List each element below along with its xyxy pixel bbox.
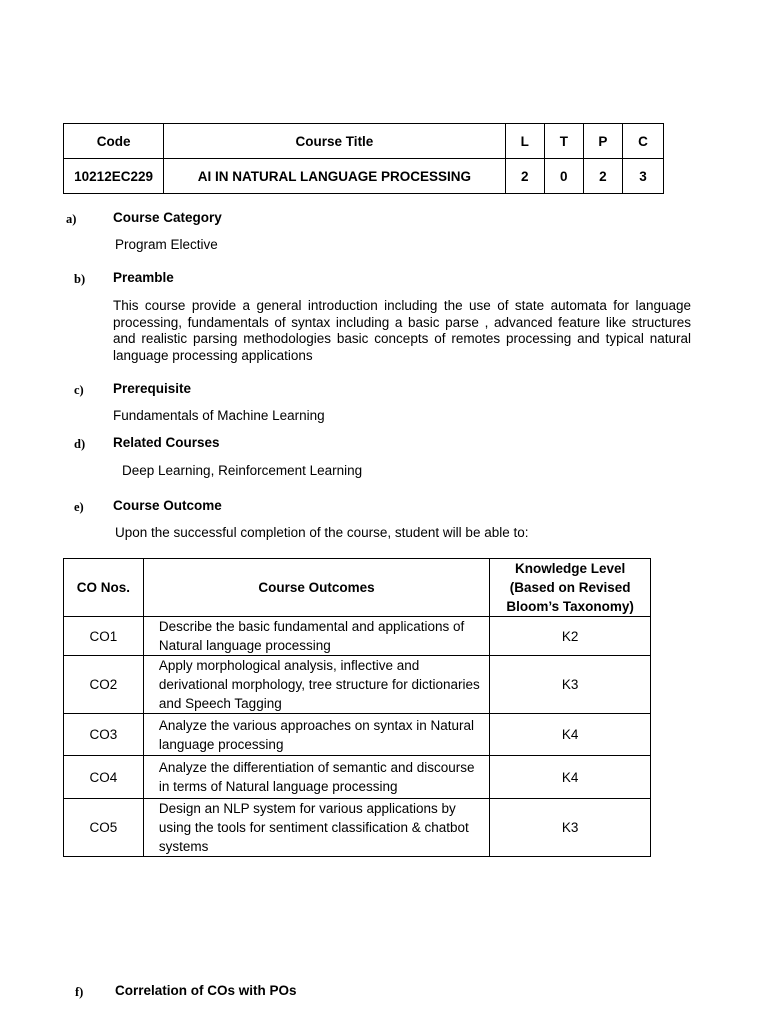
t-header: T [544,124,583,159]
section-f-heading: Correlation of COs with POs [115,983,297,998]
practical-hours: 2 [583,159,622,194]
l-header: L [505,124,544,159]
co-number: CO2 [64,656,144,714]
co-number: CO4 [64,756,144,799]
section-a-letter: a) [66,212,77,226]
section-e-letter: e) [74,500,84,514]
tutorial-hours: 0 [544,159,583,194]
table-row [64,656,651,714]
knowledge-level-line2: (Based on Revised [509,580,631,595]
c-header: C [622,124,663,159]
co-outcome: Design an NLP system for various applications by using the tools for sentiment classification & chatbot systems [143,799,489,857]
course-code: 10212EC229 [64,159,164,194]
section-c-letter: c) [74,383,84,397]
co-outcome: Describe the basic fundamental and applications of Natural language processing [143,617,489,656]
section-c-body: Fundamentals of Machine Learning [113,408,325,423]
credits: 3 [622,159,663,194]
table-row [64,714,651,756]
co-knowledge-level: K3 [490,656,651,714]
header-row [64,124,664,159]
co-table-header-row [64,559,651,617]
section-b-body: This course provide a general introduction including the use of state automata for language processing, fundamentals of syntax including a basic parse , advanced feature like structures and realistic parsing methodologies basic concepts of remotes processing and typical natural language processing applications [113,298,691,363]
course-outcome-table [63,558,651,857]
course-outcomes-header: Course Outcomes [143,559,489,617]
section-c-heading: Prerequisite [113,381,192,396]
co-knowledge-level: K3 [490,799,651,857]
section-e-body: Upon the successful completion of the course, student will be able to: [115,525,529,540]
section-f-letter: f) [75,985,84,999]
section-a-body: Program Elective [115,237,218,252]
section-d-heading: Related Courses [113,435,220,450]
knowledge-level-line3: Bloom’s Taxonomy) [506,599,634,614]
co-outcome: Analyze the differentiation of semantic and discourse in terms of Natural language processing [143,756,489,799]
co-number: CO3 [64,714,144,756]
co-outcome: Apply morphological analysis, inflective and derivational morphology, tree structure for dictionaries and Speech Tagging [143,656,489,714]
course-row [64,159,664,194]
table-row [64,756,651,799]
co-knowledge-level: K4 [490,714,651,756]
p-header: P [583,124,622,159]
course-header-table [63,123,664,194]
co-number: CO5 [64,799,144,857]
knowledge-level-line1: Knowledge Level [514,561,626,576]
section-b-letter: b) [74,272,86,286]
section-d-body: Deep Learning, Reinforcement Learning [122,463,363,478]
co-knowledge-level: K4 [490,756,651,799]
section-e-heading: Course Outcome [113,498,222,513]
lecture-hours: 2 [505,159,544,194]
co-outcome: Analyze the various approaches on syntax in Natural language processing [143,714,489,756]
title-header: Course Title [164,124,506,159]
co-number: CO1 [64,617,144,656]
co-knowledge-level: K2 [490,617,651,656]
section-b-heading: Preamble [113,270,174,285]
co-nos-header: CO Nos. [64,559,144,617]
table-row [64,799,651,857]
course-title: AI IN NATURAL LANGUAGE PROCESSING [164,159,506,194]
knowledge-level-header [490,559,651,617]
code-header: Code [64,124,164,159]
table-row [64,617,651,656]
section-d-letter: d) [74,437,86,451]
section-a-heading: Course Category [113,210,222,225]
